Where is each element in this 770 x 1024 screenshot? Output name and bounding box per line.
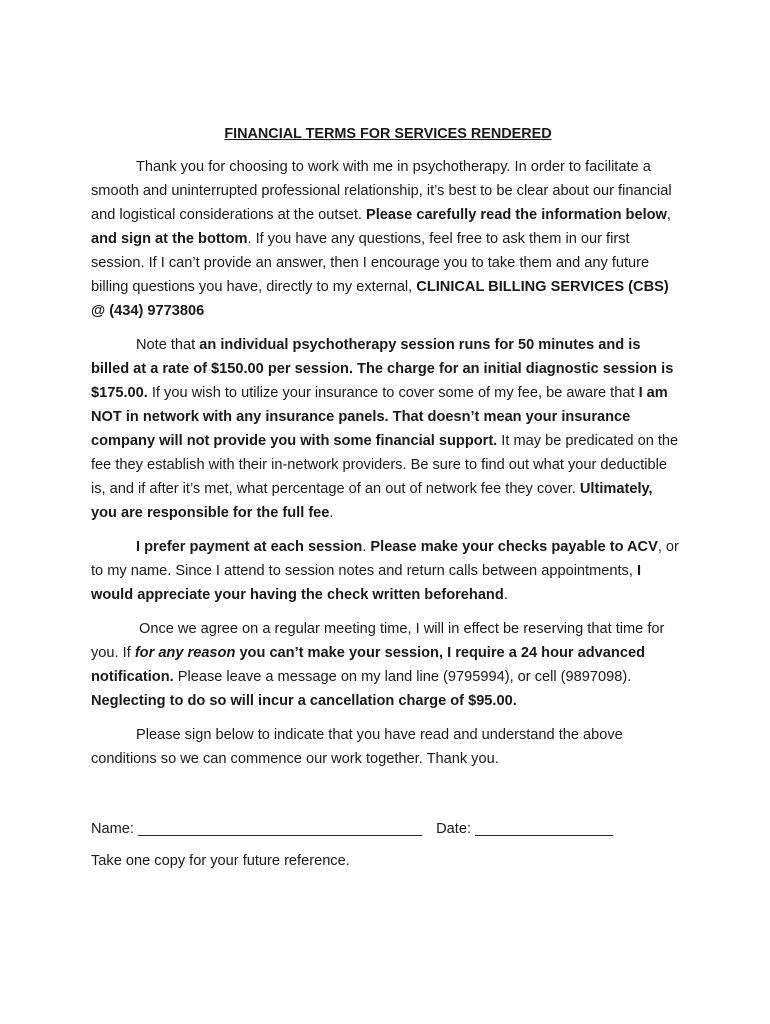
intro-text-3: . If you have any questions, feel free to ask them in our first session. If I can’t provide an answer, then I encourage you to take them and any future billing questions you have, directly to my external, bbox=[91, 231, 650, 295]
cancel-text-2: Please leave a message on my land line (9795994), or cell (9897098). bbox=[173, 669, 632, 685]
intro-text-1: Thank you for choosing to work with me in psychotherapy. In order to facilitate a smooth and uninterrupted professional relationship, it’s best to be clear about our financial and logistical considerations at the outset. bbox=[91, 159, 672, 223]
cancel-bold-italic-any-reason bbox=[135, 645, 236, 661]
document-body bbox=[91, 123, 679, 873]
date-field-blank[interactable]: _________________ bbox=[475, 821, 614, 837]
fees-bold-session-rates: an individual psychotherapy session runs for 50 minutes and is billed at a rate of $150.00 per session. The charge for an initial diagnostic session is $175.00. bbox=[91, 337, 674, 401]
paragraph-cancellation bbox=[91, 617, 679, 713]
payment-text-1: . bbox=[362, 539, 371, 555]
footer-note: Take one copy for your future reference. bbox=[91, 853, 350, 869]
payment-text-2: , or to my name. Since I attend to session notes and return calls between appointments, bbox=[91, 539, 679, 579]
payment-bold-each-session: I prefer payment at each session bbox=[136, 539, 363, 555]
paragraph-payment bbox=[91, 535, 679, 607]
fees-bold-network-status: I am NOT in network with any insurance panels. That doesn’t mean your insurance company will not provide you with some financial support. bbox=[91, 385, 668, 449]
cancel-italic-any-reason: for any reason bbox=[134, 645, 236, 661]
fees-text-4: . bbox=[329, 505, 334, 521]
fees-text-1: Note that bbox=[136, 337, 200, 353]
billing-service-contact: CLINICAL BILLING SERVICES (CBS) @ (434) 9773806 bbox=[91, 279, 669, 319]
fees-text-3: It may be predicated on the fee they establish with their in-network providers. Be sure to find out what your deductible is, and if after it’s met, what percentage of an out of network fee they cover. bbox=[91, 433, 679, 497]
paragraph-introduction bbox=[91, 155, 679, 323]
payment-bold-payable-to: Please make your checks payable to ACV bbox=[370, 539, 658, 555]
payment-text-3: . bbox=[503, 587, 508, 603]
intro-bold-read-instruction: Please carefully read the information below bbox=[366, 207, 667, 223]
payment-bold-check-beforehand: I would appreciate your having the check written beforehand bbox=[91, 563, 642, 603]
name-label: Name: bbox=[91, 821, 139, 837]
intro-text-2: , bbox=[666, 207, 671, 223]
paragraph-sign-instructions: Please sign below to indicate that you have read and understand the above conditions so we can commence our work together. Thank you. bbox=[91, 727, 623, 767]
document-title: FINANCIAL TERMS FOR SERVICES RENDERED bbox=[224, 126, 552, 142]
fees-text-2: If you wish to utilize your insurance to cover some of my fee, be aware that bbox=[147, 385, 639, 401]
cancel-text-1: Once we agree on a regular meeting time, I will in effect be reserving that time for you. If bbox=[91, 621, 665, 661]
cancel-bold-notification: you can’t make your session, I require a 24 hour advanced notification. bbox=[91, 645, 645, 685]
name-field-blank[interactable]: ___________________________________ bbox=[138, 821, 423, 837]
signature-line bbox=[91, 817, 679, 841]
date-label: Date: bbox=[436, 821, 476, 837]
cancel-bold-charge: Neglecting to do so will incur a cancellation charge of $95.00. bbox=[91, 693, 517, 709]
paragraph-fees-insurance bbox=[91, 333, 679, 525]
fees-bold-responsibility: Ultimately, you are responsible for the full fee bbox=[91, 481, 653, 521]
intro-bold-sign-instruction: and sign at the bottom bbox=[91, 231, 248, 247]
